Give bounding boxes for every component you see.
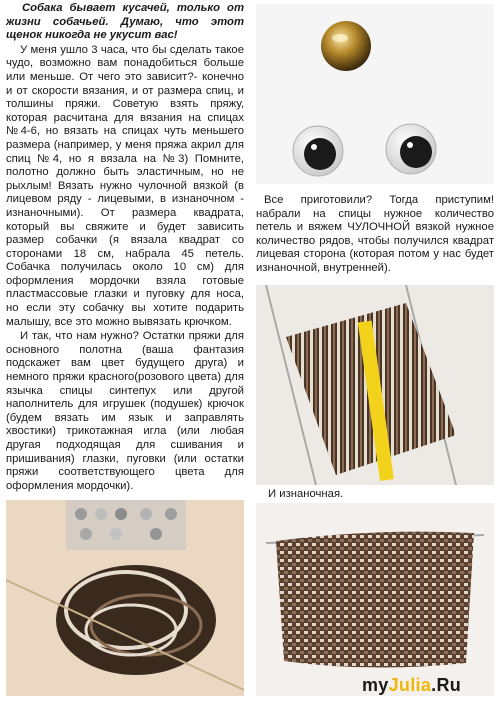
nose-button — [321, 21, 371, 71]
button-and-eyes-photo — [256, 4, 494, 184]
paragraph-materials: И так, что нам нужно? Остатки пряжи для основного полотна (ваша фантазия подскажет вам цвет будущего друга) и немного пряжи красного(розового цвета) для язычка спицы синтепух или другой наполнитель для игрушек (подушек) крючок (будем вязать им язык и заправлять хвостики) трикотажная игла (или любая другая подходящая для сшивания и пришивания) глазки, пуговки (или остатки пряжи соответствующего цвета для оформления мордочки). — [6, 330, 244, 492]
knitted-square-front-photo — [256, 285, 494, 485]
intro-text: Собака бывает кусачей, только от жизни собачьей. Думаю, что этот щенок никогда не укусит вас! — [6, 2, 244, 42]
paragraph-time: У меня ушло 3 часа, что бы сделать такое чудо, возможно вам понадобиться больше или меньше. От чего это зависит?- конечно и от скорости вязания, и от размера спиц, и толшины пряжи. Советую взять пряжу, которая расчитана для вязания на спицах №4-6, но вязать на спицах чуть меньшего размера (например, у меня пряжа акрил для спиц №4, но я вязала на №3) Помните, полотно должно быть эластичным, но не рыхлым! Вязать нужно чулочной вязкой (в лицевом ряду - лицевыми, в изнаночном - изнаночными). От размера квадрата, который вы свяжите и будет зависить размер собачки (я вязала квадрат со сторонами 18 см, набрала 45 петель. Собачка получилась около 10 см) для оформления мордочки взяла готовые пластмассовые глазки и пуговку для носа, но если эту собачку вы хотите подарить малышу, все это можно вывязать крючком. — [6, 43, 244, 328]
caption-ready: Все приготовили? Тогда приступим! набрали на спицы нужное количество петель и вяжем ЧУЛОЧНОЙ вязкой нужное количество рядов, чтобы получился квадрат лицевая сторона (которая потом у нас будет изнаночной, внутренней). — [256, 194, 494, 274]
knitted-square-back-photo — [256, 503, 494, 696]
site-logo: myJulia.Ru — [362, 675, 462, 695]
yarn-photo — [6, 500, 244, 696]
left-column — [6, 2, 244, 493]
caption-back: И изнаночная. — [268, 488, 344, 500]
